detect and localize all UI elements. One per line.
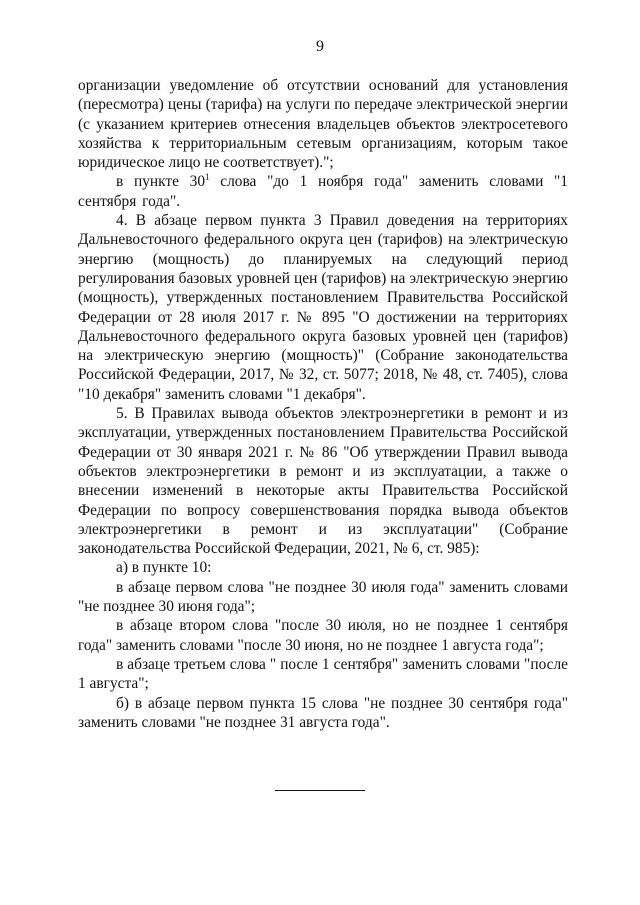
paragraph-item-5: 5. В Правилах вывода объектов электроэнергетики в ремонт и из эксплуатации, утвержденных постановлением Правительства Российской Федерации от 30 января 2021 г. № 86 "Об утверждении Правил вывода объектов электроэнергетики в ремонт и из эксплуатации, а также о внесении изменений в некоторые акты Правительства Российской Федерации по вопросу совершенствования порядка вывода объектов электроэнергетики в ремонт и из эксплуатации" (Собрание законодательства Российской Федерации, 2021, № 6, ст. 985):	[78, 405, 568, 558]
paragraph-text: слова "до 1 ноября года" заменить словами "1 сентября года".	[78, 173, 568, 210]
paragraph-item-4: 4. В абзаце первом пункта 3 Правил доведения на территориях Дальневосточного федерального округа цен (тарифов) на электрическую энергию (мощность) до планируемых на следующий период регулирования базовых уровней цен (тарифов) на электрическую энергию (мощность), утвержденных постановлением Правительства Российской Федерации от 28 июля 2017 г. № 895 "О достижении на территориях Дальневосточного федерального округа базовых уровней цен (тарифов) на электрическую энергию (мощность)" (Собрание законодательства Российской Федерации, 2017, № 32, ст. 5077; 2018, № 48, ст. 7405), слова "10 декабря" заменить словами "1 декабря".	[78, 212, 568, 403]
end-rule-divider	[275, 790, 365, 791]
paragraph-text: в пункте 30	[116, 173, 206, 191]
paragraph-subitem-a-2: в абзаце втором слова "после 30 июля, но не позднее 1 сентября года" заменить словами "после 30 июня, но не позднее 1 августа года";	[78, 617, 568, 654]
paragraph-subitem-a: а) в пункте 10:	[116, 559, 212, 577]
paragraph-continuation: организации уведомление об отсутствии оснований для установления (пересмотра) цены (тарифа) на услуги по передаче электрической энергии (с указанием критериев отнесения владельцев объектов электросетевого хозяйства к территориальным сетевым организациям, которым такое юридическое лицо не соответствует).";	[78, 77, 568, 172]
paragraph-subitem-b: б) в абзаце первом пункта 15 слова "не позднее 30 сентября года" заменить словами "не позднее 31 августа года".	[78, 694, 568, 731]
page-number: 9	[316, 38, 324, 55]
superscript: 1	[205, 172, 210, 183]
paragraph-subitem-a-3: в абзаце третьем слова " после 1 сентября" заменить словами "после 1 августа";	[78, 655, 568, 693]
paragraph-subitem-a-1: в абзаце первом слова "не позднее 30 июля года" заменить словами "не позднее 30 июня года";	[78, 578, 568, 616]
paragraph-point-30-1	[78, 172, 568, 211]
document-body	[78, 76, 568, 732]
